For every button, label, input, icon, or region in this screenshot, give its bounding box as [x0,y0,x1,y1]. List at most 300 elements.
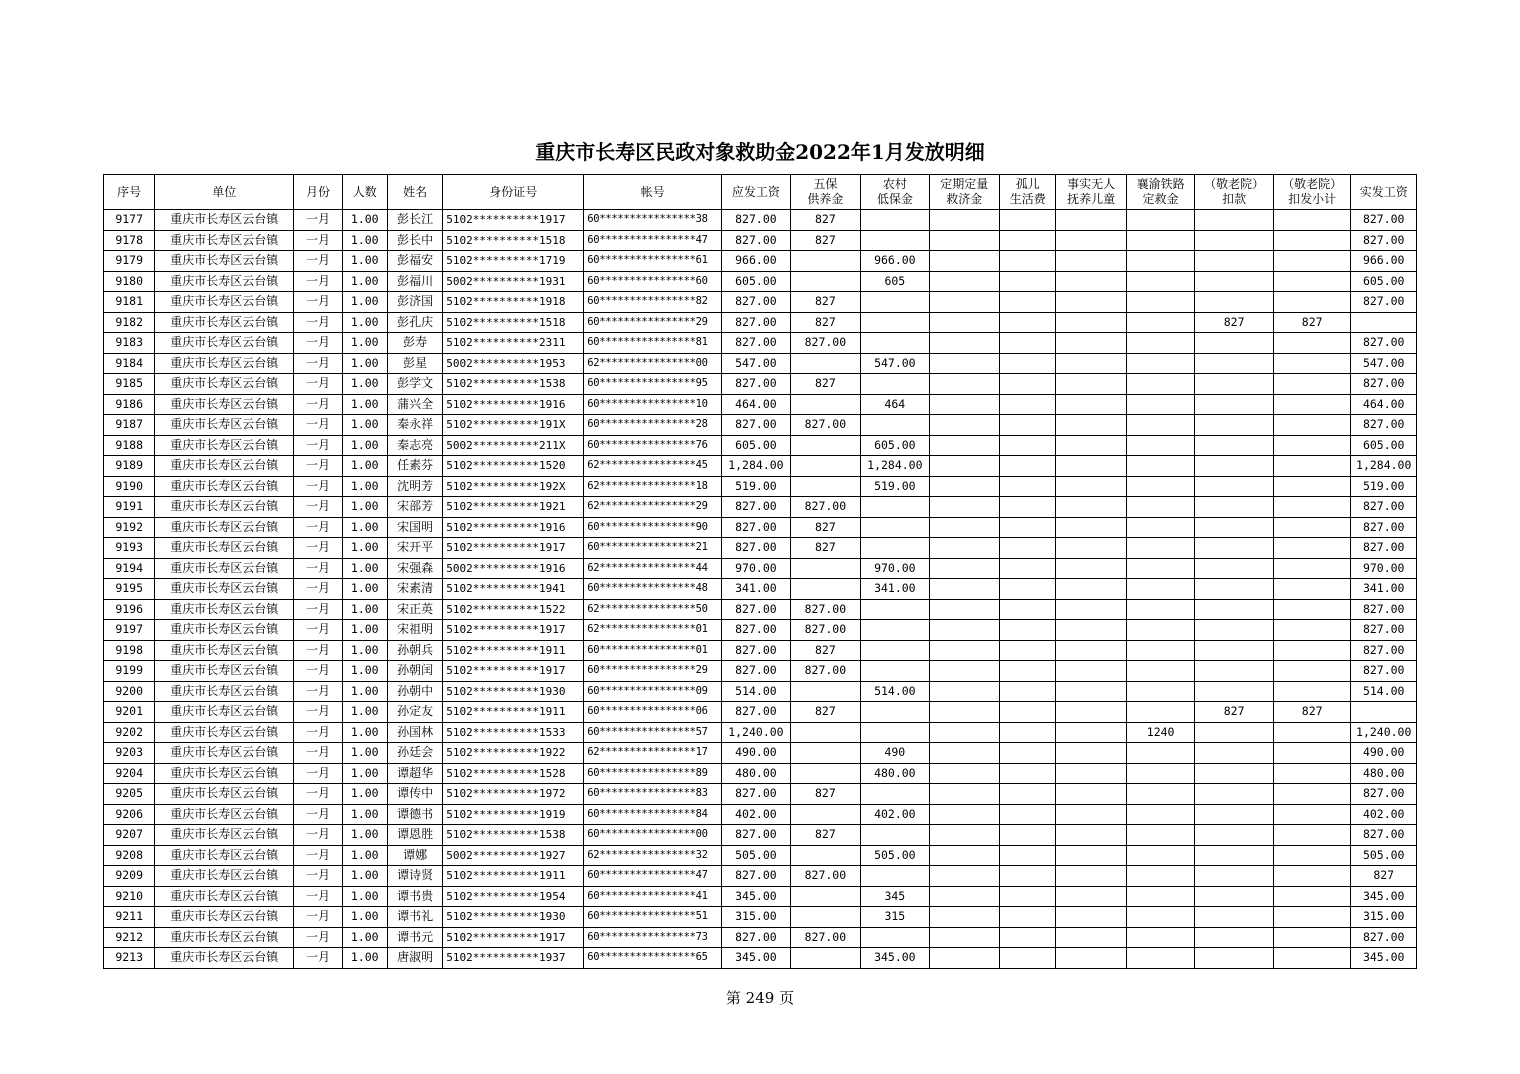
cell-jingfa: 827 [1273,312,1351,333]
cell-name: 孙朝兵 [387,640,442,661]
cell-name: 孙国林 [387,722,442,743]
cell-month: 一月 [294,620,342,641]
cell-guer [1000,353,1056,374]
cell-seq: 9178 [104,230,155,251]
cell-dibao [861,538,929,559]
cell-jingfa [1273,845,1351,866]
table-row [104,927,1417,948]
cell-shishi [1056,538,1126,559]
cell-shishi [1056,251,1126,272]
cell-acct: 60****************83 [584,784,722,805]
cell-shishi [1056,948,1126,969]
cell-jingkou [1195,251,1274,272]
cell-name: 谭书贵 [387,886,442,907]
cell-xiangyu [1126,702,1194,723]
cell-actual: 827.00 [1351,927,1417,948]
cell-id: 5102**********1930 [443,907,584,928]
cell-xiangyu [1126,866,1194,887]
cell-jingkou [1195,886,1274,907]
cell-guer [1000,845,1056,866]
cell-id: 5102**********1917 [443,210,584,231]
cell-shishi [1056,312,1126,333]
cell-wubao: 827 [790,292,860,313]
cell-acct: 60****************29 [584,661,722,682]
cell-unit: 重庆市长寿区云台镇 [155,210,294,231]
cell-name: 谭德书 [387,804,442,825]
cell-people: 1.00 [342,538,387,559]
cell-due: 490.00 [722,743,790,764]
cell-acct: 60****************38 [584,210,722,231]
cell-id: 5102**********1518 [443,230,584,251]
cell-unit: 重庆市长寿区云台镇 [155,271,294,292]
cell-guer [1000,374,1056,395]
cell-people: 1.00 [342,763,387,784]
cell-guer [1000,948,1056,969]
cell-guer [1000,558,1056,579]
cell-shishi [1056,866,1126,887]
cell-id: 5102**********1719 [443,251,584,272]
cell-shishi [1056,374,1126,395]
cell-dingqi [929,681,999,702]
cell-guer [1000,435,1056,456]
cell-actual: 345.00 [1351,886,1417,907]
cell-dibao: 514.00 [861,681,929,702]
cell-dibao: 402.00 [861,804,929,825]
cell-name: 彭星 [387,353,442,374]
cell-jingfa [1273,538,1351,559]
cell-jingfa [1273,825,1351,846]
cell-month: 一月 [294,599,342,620]
cell-month: 一月 [294,333,342,354]
cell-dibao [861,292,929,313]
cell-month: 一月 [294,866,342,887]
cell-dibao: 519.00 [861,476,929,497]
cell-wubao [790,394,860,415]
cell-jingfa [1273,394,1351,415]
cell-unit: 重庆市长寿区云台镇 [155,251,294,272]
cell-dibao [861,620,929,641]
column-header-month: 月份 [294,175,342,210]
cell-seq: 9199 [104,661,155,682]
cell-jingfa [1273,517,1351,538]
cell-guer [1000,251,1056,272]
cell-name: 宋开平 [387,538,442,559]
page-title: 重庆市长寿区民政对象救助金2022年1月发放明细 [535,140,985,164]
cell-dibao: 547.00 [861,353,929,374]
cell-seq: 9190 [104,476,155,497]
cell-jingkou [1195,599,1274,620]
cell-dibao: 490 [861,743,929,764]
cell-id: 5102**********1533 [443,722,584,743]
cell-dibao: 505.00 [861,845,929,866]
cell-people: 1.00 [342,230,387,251]
cell-id: 5102**********1937 [443,948,584,969]
cell-xiangyu [1126,927,1194,948]
cell-jingkou [1195,271,1274,292]
cell-jingfa [1273,333,1351,354]
cell-dibao: 345.00 [861,948,929,969]
cell-unit: 重庆市长寿区云台镇 [155,230,294,251]
cell-due: 464.00 [722,394,790,415]
cell-wubao: 827.00 [790,620,860,641]
cell-actual: 605.00 [1351,271,1417,292]
cell-actual: 514.00 [1351,681,1417,702]
cell-wubao: 827 [790,374,860,395]
cell-actual: 966.00 [1351,251,1417,272]
cell-people: 1.00 [342,784,387,805]
cell-guer [1000,394,1056,415]
cell-seq: 9208 [104,845,155,866]
cell-dibao: 605 [861,271,929,292]
cell-wubao: 827.00 [790,497,860,518]
cell-name: 孙朝中 [387,681,442,702]
cell-actual: 827.00 [1351,599,1417,620]
cell-due: 827.00 [722,825,790,846]
cell-wubao: 827 [790,784,860,805]
cell-month: 一月 [294,661,342,682]
cell-due: 315.00 [722,907,790,928]
table-row [104,374,1417,395]
cell-due: 970.00 [722,558,790,579]
cell-people: 1.00 [342,374,387,395]
cell-seq: 9189 [104,456,155,477]
cell-dibao: 605.00 [861,435,929,456]
cell-people: 1.00 [342,415,387,436]
cell-acct: 60****************06 [584,702,722,723]
cell-actual: 341.00 [1351,579,1417,600]
cell-seq: 9204 [104,763,155,784]
cell-guer [1000,825,1056,846]
cell-seq: 9191 [104,497,155,518]
cell-id: 5102**********1921 [443,497,584,518]
table-row [104,558,1417,579]
cell-name: 秦志亮 [387,435,442,456]
cell-dibao: 1,284.00 [861,456,929,477]
table-row [104,230,1417,251]
column-header-jingkou: （敬老院） 扣款 [1195,175,1274,210]
table-row [104,476,1417,497]
cell-jingkou [1195,394,1274,415]
table-row [104,394,1417,415]
cell-xiangyu [1126,845,1194,866]
cell-jingkou [1195,661,1274,682]
cell-unit: 重庆市长寿区云台镇 [155,312,294,333]
cell-jingfa [1273,435,1351,456]
cell-shishi [1056,640,1126,661]
cell-acct: 60****************81 [584,333,722,354]
cell-month: 一月 [294,804,342,825]
cell-due: 519.00 [722,476,790,497]
cell-jingkou [1195,927,1274,948]
cell-id: 5002**********1927 [443,845,584,866]
cell-xiangyu [1126,640,1194,661]
cell-jingkou [1195,476,1274,497]
cell-jingkou [1195,866,1274,887]
cell-people: 1.00 [342,353,387,374]
cell-xiangyu [1126,312,1194,333]
column-header-id: 身份证号 [443,175,584,210]
cell-jingfa [1273,415,1351,436]
cell-unit: 重庆市长寿区云台镇 [155,722,294,743]
cell-seq: 9212 [104,927,155,948]
cell-jingfa [1273,763,1351,784]
cell-dingqi [929,702,999,723]
cell-shishi [1056,743,1126,764]
cell-dibao: 315 [861,907,929,928]
cell-unit: 重庆市长寿区云台镇 [155,599,294,620]
cell-xiangyu [1126,620,1194,641]
cell-dingqi [929,312,999,333]
cell-id: 5102**********1911 [443,866,584,887]
cell-actual: 519.00 [1351,476,1417,497]
cell-jingfa [1273,681,1351,702]
cell-acct: 60****************51 [584,907,722,928]
cell-acct: 60****************76 [584,435,722,456]
cell-acct: 62****************18 [584,476,722,497]
column-header-guer: 孤儿 生活费 [1000,175,1056,210]
cell-wubao [790,435,860,456]
cell-id: 5102**********1522 [443,599,584,620]
cell-unit: 重庆市长寿区云台镇 [155,538,294,559]
cell-guer [1000,640,1056,661]
cell-id: 5002**********1953 [443,353,584,374]
cell-name: 彭孔庆 [387,312,442,333]
cell-jingfa [1273,251,1351,272]
cell-xiangyu [1126,517,1194,538]
table-row [104,886,1417,907]
cell-name: 宋正英 [387,599,442,620]
cell-name: 唐淑明 [387,948,442,969]
cell-actual: 827.00 [1351,374,1417,395]
cell-jingkou [1195,743,1274,764]
cell-name: 谭书元 [387,927,442,948]
cell-due: 827.00 [722,661,790,682]
cell-dingqi [929,210,999,231]
cell-jingfa [1273,374,1351,395]
cell-dingqi [929,517,999,538]
cell-acct: 60****************09 [584,681,722,702]
cell-name: 谭传中 [387,784,442,805]
cell-dingqi [929,743,999,764]
cell-xiangyu [1126,804,1194,825]
cell-shishi [1056,230,1126,251]
cell-name: 宋部芳 [387,497,442,518]
cell-wubao: 827.00 [790,333,860,354]
cell-dibao [861,866,929,887]
cell-unit: 重庆市长寿区云台镇 [155,702,294,723]
cell-unit: 重庆市长寿区云台镇 [155,374,294,395]
column-header-jingfa: （敬老院） 扣发小计 [1273,175,1351,210]
cell-id: 5102**********1972 [443,784,584,805]
cell-dingqi [929,866,999,887]
cell-actual: 827.00 [1351,661,1417,682]
cell-id: 5002**********1931 [443,271,584,292]
cell-xiangyu [1126,353,1194,374]
cell-id: 5102**********1930 [443,681,584,702]
cell-jingfa [1273,579,1351,600]
cell-dibao [861,702,929,723]
cell-shishi [1056,292,1126,313]
cell-dibao [861,210,929,231]
cell-acct: 62****************17 [584,743,722,764]
cell-unit: 重庆市长寿区云台镇 [155,292,294,313]
cell-seq: 9194 [104,558,155,579]
cell-xiangyu [1126,230,1194,251]
cell-guer [1000,538,1056,559]
cell-unit: 重庆市长寿区云台镇 [155,640,294,661]
cell-due: 827.00 [722,292,790,313]
cell-name: 彭学文 [387,374,442,395]
table-row [104,517,1417,538]
cell-guer [1000,599,1056,620]
cell-seq: 9203 [104,743,155,764]
cell-unit: 重庆市长寿区云台镇 [155,661,294,682]
cell-name: 彭福川 [387,271,442,292]
cell-acct: 60****************10 [584,394,722,415]
column-header-due: 应发工资 [722,175,790,210]
cell-month: 一月 [294,702,342,723]
cell-jingfa [1273,907,1351,928]
cell-jingkou [1195,558,1274,579]
cell-jingfa [1273,886,1351,907]
cell-seq: 9184 [104,353,155,374]
cell-seq: 9213 [104,948,155,969]
cell-month: 一月 [294,845,342,866]
cell-people: 1.00 [342,804,387,825]
cell-due: 827.00 [722,497,790,518]
cell-wubao [790,558,860,579]
cell-month: 一月 [294,579,342,600]
cell-dibao [861,722,929,743]
cell-jingfa [1273,927,1351,948]
cell-name: 宋国明 [387,517,442,538]
table-row [104,763,1417,784]
cell-acct: 60****************01 [584,640,722,661]
cell-month: 一月 [294,476,342,497]
cell-wubao [790,907,860,928]
cell-id: 5102**********1917 [443,661,584,682]
cell-people: 1.00 [342,271,387,292]
cell-shishi [1056,456,1126,477]
cell-guer [1000,415,1056,436]
cell-dibao [861,661,929,682]
cell-due: 827.00 [722,333,790,354]
cell-guer [1000,517,1056,538]
cell-actual: 402.00 [1351,804,1417,825]
cell-people: 1.00 [342,558,387,579]
cell-due: 827.00 [722,866,790,887]
cell-id: 5102**********191X [443,415,584,436]
table-header [104,175,1417,210]
cell-name: 宋祖明 [387,620,442,641]
cell-name: 孙廷会 [387,743,442,764]
cell-name: 秦永祥 [387,415,442,436]
cell-actual: 827.00 [1351,210,1417,231]
cell-acct: 60****************65 [584,948,722,969]
column-header-seq: 序号 [104,175,155,210]
cell-shishi [1056,271,1126,292]
table-row [104,415,1417,436]
cell-wubao [790,804,860,825]
cell-jingkou [1195,825,1274,846]
relief-table [103,174,1417,969]
cell-name: 任素芬 [387,456,442,477]
cell-name: 蒲兴全 [387,394,442,415]
cell-unit: 重庆市长寿区云台镇 [155,784,294,805]
cell-shishi [1056,784,1126,805]
cell-acct: 60****************41 [584,886,722,907]
cell-shishi [1056,210,1126,231]
cell-guer [1000,312,1056,333]
cell-acct: 60****************84 [584,804,722,825]
table-row [104,866,1417,887]
table-row [104,271,1417,292]
cell-unit: 重庆市长寿区云台镇 [155,620,294,641]
cell-month: 一月 [294,722,342,743]
cell-dingqi [929,886,999,907]
cell-unit: 重庆市长寿区云台镇 [155,517,294,538]
cell-name: 沈明芳 [387,476,442,497]
cell-actual: 480.00 [1351,763,1417,784]
cell-seq: 9207 [104,825,155,846]
cell-jingfa [1273,661,1351,682]
cell-wubao: 827.00 [790,599,860,620]
cell-wubao [790,353,860,374]
cell-id: 5102**********1528 [443,763,584,784]
cell-dibao [861,374,929,395]
cell-guer [1000,804,1056,825]
cell-guer [1000,722,1056,743]
cell-guer [1000,702,1056,723]
table-row [104,948,1417,969]
cell-wubao [790,681,860,702]
cell-guer [1000,866,1056,887]
cell-seq: 9205 [104,784,155,805]
cell-actual: 827.00 [1351,292,1417,313]
cell-acct: 60****************28 [584,415,722,436]
cell-jingkou [1195,333,1274,354]
cell-seq: 9209 [104,866,155,887]
cell-dibao [861,599,929,620]
cell-dibao [861,312,929,333]
column-header-xiangyu: 襄渝铁路 定救金 [1126,175,1194,210]
cell-dingqi [929,251,999,272]
cell-shishi [1056,579,1126,600]
cell-jingfa [1273,476,1351,497]
cell-name: 谭超华 [387,763,442,784]
cell-due: 827.00 [722,927,790,948]
cell-unit: 重庆市长寿区云台镇 [155,763,294,784]
cell-jingfa [1273,456,1351,477]
cell-guer [1000,927,1056,948]
cell-actual: 827.00 [1351,333,1417,354]
cell-seq: 9202 [104,722,155,743]
cell-shishi [1056,394,1126,415]
cell-id: 5102**********1520 [443,456,584,477]
cell-jingfa [1273,948,1351,969]
cell-jingkou [1195,497,1274,518]
cell-wubao [790,251,860,272]
cell-id: 5102**********1911 [443,640,584,661]
cell-name: 孙朝闰 [387,661,442,682]
cell-due: 827.00 [722,517,790,538]
cell-shishi [1056,435,1126,456]
cell-seq: 9179 [104,251,155,272]
cell-acct: 62****************01 [584,620,722,641]
cell-dingqi [929,292,999,313]
cell-dingqi [929,661,999,682]
cell-jingfa [1273,230,1351,251]
